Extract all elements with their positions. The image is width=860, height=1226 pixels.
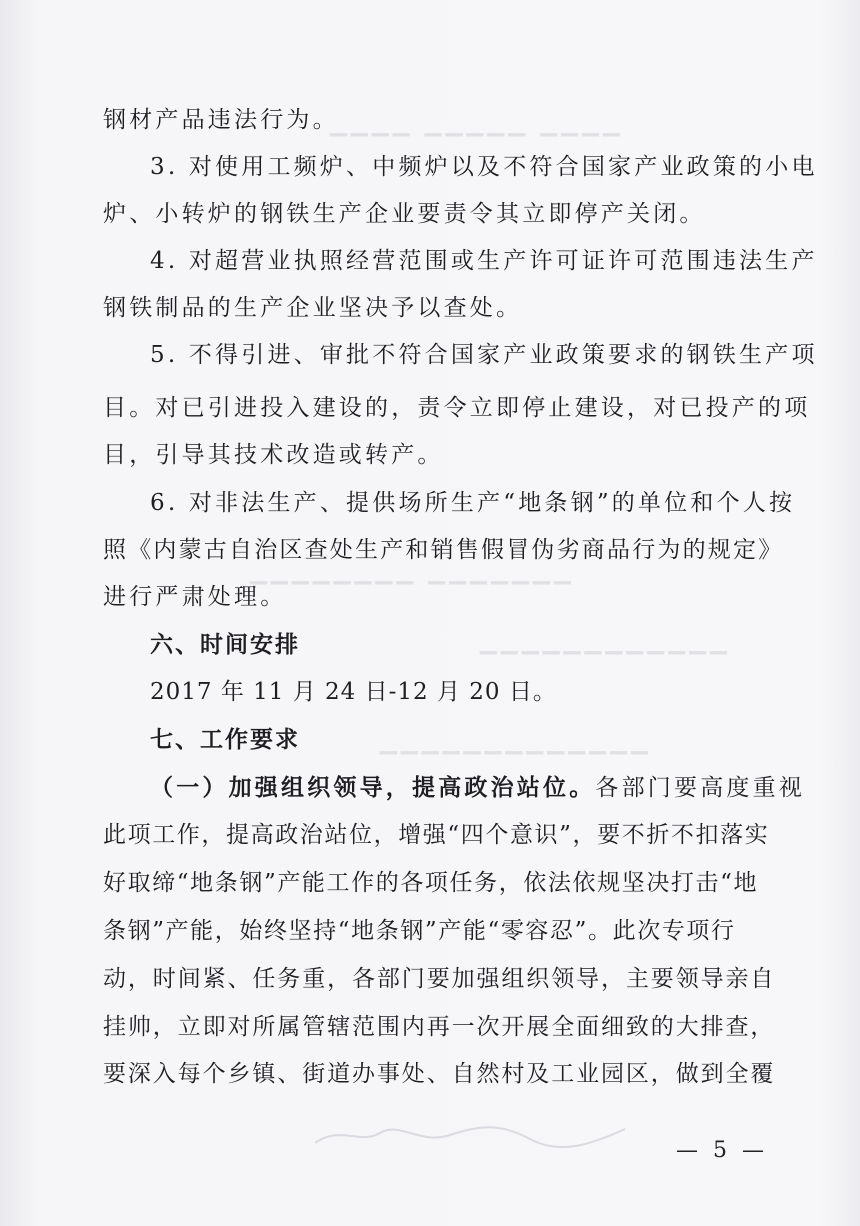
section-heading-schedule: 六、时间安排 <box>150 632 300 658</box>
body-line: 挂帅，立即对所属管辖范围内再一次开展全面细致的大排查， <box>103 1014 776 1040</box>
show-through-text: ▁▁▁▁ ▁▁▁▁▁ ▁▁▁▁ <box>330 112 624 137</box>
body-line: 此项工作，提高政治站位，增强“四个意识”，要不折不扣落实 <box>103 822 770 848</box>
body-line: 动，时间紧、任务重，各部门要加强组织领导，主要领导亲自 <box>103 966 776 992</box>
show-through-text: ▁▁▁▁▁▁▁▁▁▁▁▁▁ <box>380 730 652 755</box>
schedule-dates: 2017 年 11 月 24 日-12 月 20 日。 <box>150 679 557 705</box>
body-line: 钢材产品违法行为。 <box>103 107 339 133</box>
section-heading-requirements: 七、工作要求 <box>150 727 300 753</box>
show-through-text: ▁▁▁▁▁▁▁▁▁▁▁▁ <box>480 630 732 655</box>
page-number: — 5 — <box>676 1138 768 1163</box>
body-line: 6. 对非法生产、提供场所生产“地条钢”的单位和个人按 <box>150 490 796 516</box>
body-line: 进行严肃处理。 <box>103 584 287 610</box>
body-line: 5. 不得引进、审批不符合国家产业政策要求的钢铁生产项 <box>150 342 818 368</box>
body-line: 3. 对使用工频炉、中频炉以及不符合国家产业政策的小电 <box>150 154 818 180</box>
body-line: 要深入每个乡镇、街道办事处、自然村及工业园区，做到全覆 <box>103 1061 776 1087</box>
show-through-text: ▁▁▁▁▁▁▁▁ ▁▁▁▁▁▁▁ <box>250 560 575 585</box>
body-line: 照《内蒙古自治区查处生产和销售假冒伪劣商品行为的规定》 <box>103 537 784 563</box>
subsection-heading: （一）加强组织领导，提高政治站位。 <box>150 774 596 801</box>
faint-handwriting <box>310 1115 630 1155</box>
body-line: 条钢”产能，始终坚持“地条钢”产能“零容忍”。此次专项行 <box>103 918 736 944</box>
body-line-continuation: 各部门要高度重视 <box>595 775 806 801</box>
body-line: 目。对已引进投入建设的，责令立即停止建设，对已投产的项 <box>103 395 811 421</box>
body-line: 钢铁制品的生产企业坚决予以查处。 <box>103 295 523 321</box>
body-line: 4. 对超营业执照经营范围或生产许可证许可范围违法生产 <box>150 248 818 274</box>
body-line: 炉、小转炉的钢铁生产企业要责令其立即停产关闭。 <box>103 201 706 227</box>
body-line: 目，引导其技术改造或转产。 <box>103 442 444 468</box>
body-line <box>150 773 806 803</box>
body-line: 好取缔“地条钢”产能工作的各项任务，依法依规坚决打击“地 <box>103 870 759 896</box>
